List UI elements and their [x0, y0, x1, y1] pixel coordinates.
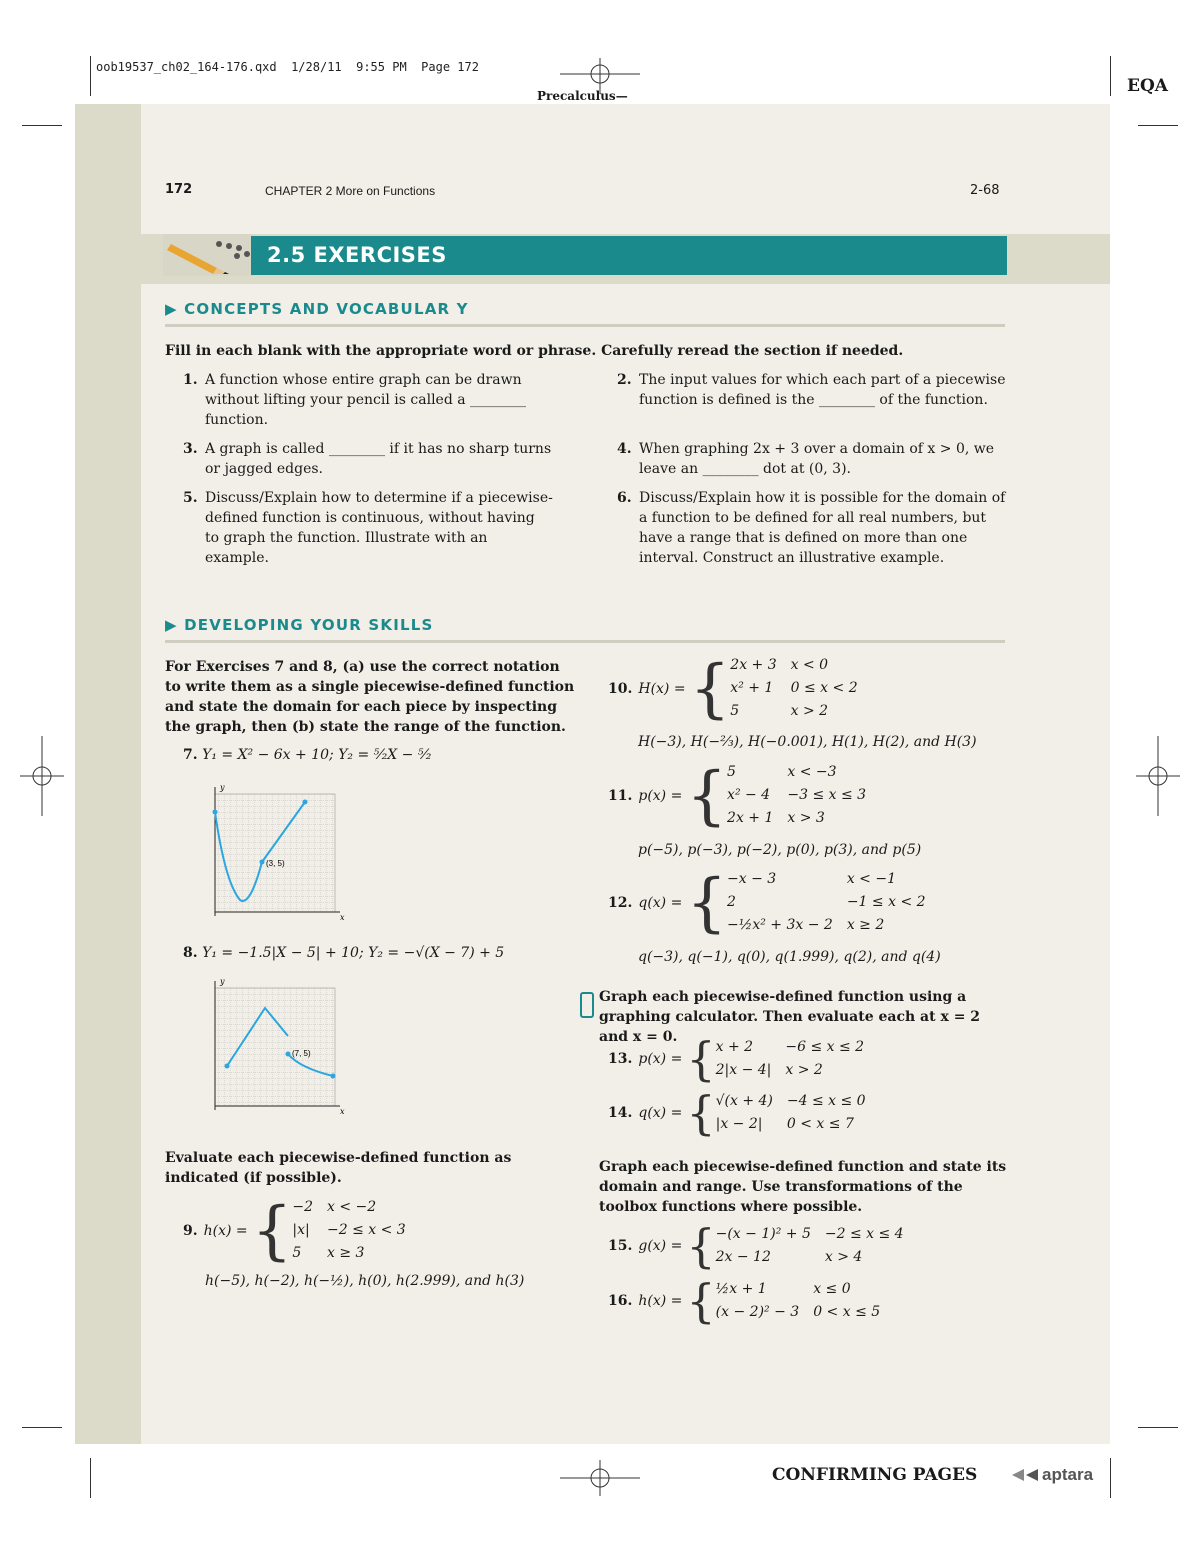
exercise-14: 14. q(x) = { √(x + 4) −4 ≤ x ≤ 0 |x − 2| 0 < x ≤ 7	[608, 1086, 866, 1140]
concepts-heading: ▶ CONCEPTS AND VOCABULAR Y	[165, 300, 469, 318]
eqa-label: EQA	[1127, 76, 1168, 96]
exercise-11-evals: p(−5), p(−3), p(−2), p(0), p(3), and p(5)	[638, 842, 922, 858]
exercise-10: 10. H(x) = { 2x + 3 x < 0 x² + 1 0 ≤ x < 2 5 x > 2	[608, 651, 858, 726]
concepts-instruction: Fill in each blank with the appropriate word or phrase. Carefully reread the section if needed.	[165, 343, 904, 359]
exercise-9: 9. h(x) = { −2 x < −2 |x| −2 ≤ x < 3 5 x ≥ 3	[183, 1193, 406, 1268]
slug-line: oob19537_ch02_164-176.qxd 1/28/11 9:55 PM Page 172	[96, 60, 479, 74]
crop-mark	[90, 56, 91, 96]
exercise-4: 4. When graphing 2x + 3 over a domain of x > 0, we leave an ________ dot at (0, 3).	[617, 441, 995, 477]
exercise-3: 3. A graph is called ________ if it has no sharp turns or jagged edges.	[183, 441, 552, 477]
exercise-8-graph	[200, 976, 350, 1116]
registration-mark-icon	[20, 736, 64, 816]
exercise-7-graph	[200, 782, 350, 922]
exercise-12: 12. q(x) = { −x − 3 x < −1 2 −1 ≤ x < 2 −½x² + 3x − 2 x ≥ 2	[608, 865, 926, 940]
registration-mark-icon	[560, 1458, 640, 1498]
aptara-mark-icon	[1012, 1468, 1042, 1482]
margin-band	[75, 104, 141, 1444]
crop-mark	[1138, 1427, 1178, 1428]
crop-mark	[1110, 56, 1111, 96]
exercise-8: 8. Y₁ = −1.5|X − 5| + 10; Y₂ = −√(X − 7) + 5	[183, 945, 505, 961]
svg-text:x: x	[340, 913, 345, 922]
exercise-10-evals: H(−3), H(−⅔), H(−0.001), H(1), H(2), and H(3)	[638, 734, 977, 750]
instruction-7-8: For Exercises 7 and 8, (a) use the correct notation to write them as a single piecewise-defined function and state the domain for each piece by inspecting the graph, then (b) state the range of the function.	[165, 659, 575, 735]
aptara-logo: aptara	[1012, 1465, 1093, 1485]
svg-text:x: x	[340, 1107, 345, 1116]
exercise-7: 7. Y₁ = X² − 6x + 10; Y₂ = ⁵⁄₂X − ⁵⁄₂	[183, 747, 432, 763]
point-label: (7, 5)	[292, 1049, 311, 1058]
section-rule	[165, 640, 1005, 643]
page-number: 172	[165, 182, 193, 197]
section-rule	[165, 324, 1005, 327]
exercise-11: 11. p(x) = { 5 x < −3 x² − 4 −3 ≤ x ≤ 3 2x + 1 x > 3	[608, 758, 867, 833]
exercise-1: 1. A function whose entire graph can be drawn without lifting your pencil is called a ________ function.	[183, 372, 527, 428]
confirming-pages-label: CONFIRMING PAGES	[772, 1465, 978, 1485]
skills-heading: ▶ DEVELOPING YOUR SKILLS	[165, 616, 434, 634]
point-label: (3, 5)	[266, 859, 285, 868]
crop-mark	[90, 1458, 91, 1498]
crop-mark	[22, 1427, 62, 1428]
exercise-16: 16. h(x) = { ½x + 1 x ≤ 0 (x − 2)² − 3 0 < x ≤ 5	[608, 1274, 881, 1328]
crop-mark	[22, 125, 62, 126]
exercises-banner: 2.5 EXERCISES	[251, 236, 1007, 275]
exercise-6: 6. Discuss/Explain how it is possible for the domain of a function to be defined for all real numbers, but have a range that is defined on more than one interval. Construct an illustrative example.	[617, 490, 1006, 566]
crop-mark	[1138, 125, 1178, 126]
instruction-graph: Graph each piecewise-defined function and state its domain and range. Use transformations of the toolbox functions where possible.	[599, 1159, 1007, 1215]
pencil-icon	[163, 234, 255, 276]
svg-text:y: y	[220, 977, 225, 986]
exercise-5: 5. Discuss/Explain how to determine if a piecewise-defined function is continuous, without having to graph the function. Illustrate with an example.	[183, 490, 553, 566]
calculator-icon	[580, 992, 594, 1018]
top-label: Precalculus—	[537, 89, 628, 103]
instruction-evaluate: Evaluate each piecewise-defined function as indicated (if possible).	[165, 1150, 512, 1186]
exercise-2: 2. The input values for which each part of a piecewise function is defined is the ________ of the function.	[617, 372, 1006, 408]
chapter-title: CHAPTER 2 More on Functions	[265, 184, 436, 198]
svg-text:y: y	[220, 783, 225, 792]
crop-mark	[1110, 1458, 1111, 1498]
exercise-15: 15. g(x) = { −(x − 1)² + 5 −2 ≤ x ≤ 4 2x − 12 x > 4	[608, 1219, 904, 1273]
exercise-13: 13. p(x) = { x + 2 −6 ≤ x ≤ 2 2|x − 4| x > 2	[608, 1032, 865, 1086]
section-page: 2-68	[970, 183, 1000, 198]
instruction-calculator: Graph each piecewise-defined function using a graphing calculator. Then evaluate each at x = 2 and x = 0.	[599, 989, 981, 1045]
exercise-12-evals: q(−3), q(−1), q(0), q(1.999), q(2), and q(4)	[638, 949, 941, 965]
exercise-9-evals: h(−5), h(−2), h(−½), h(0), h(2.999), and h(3)	[205, 1273, 525, 1289]
registration-mark-icon	[1136, 736, 1180, 816]
